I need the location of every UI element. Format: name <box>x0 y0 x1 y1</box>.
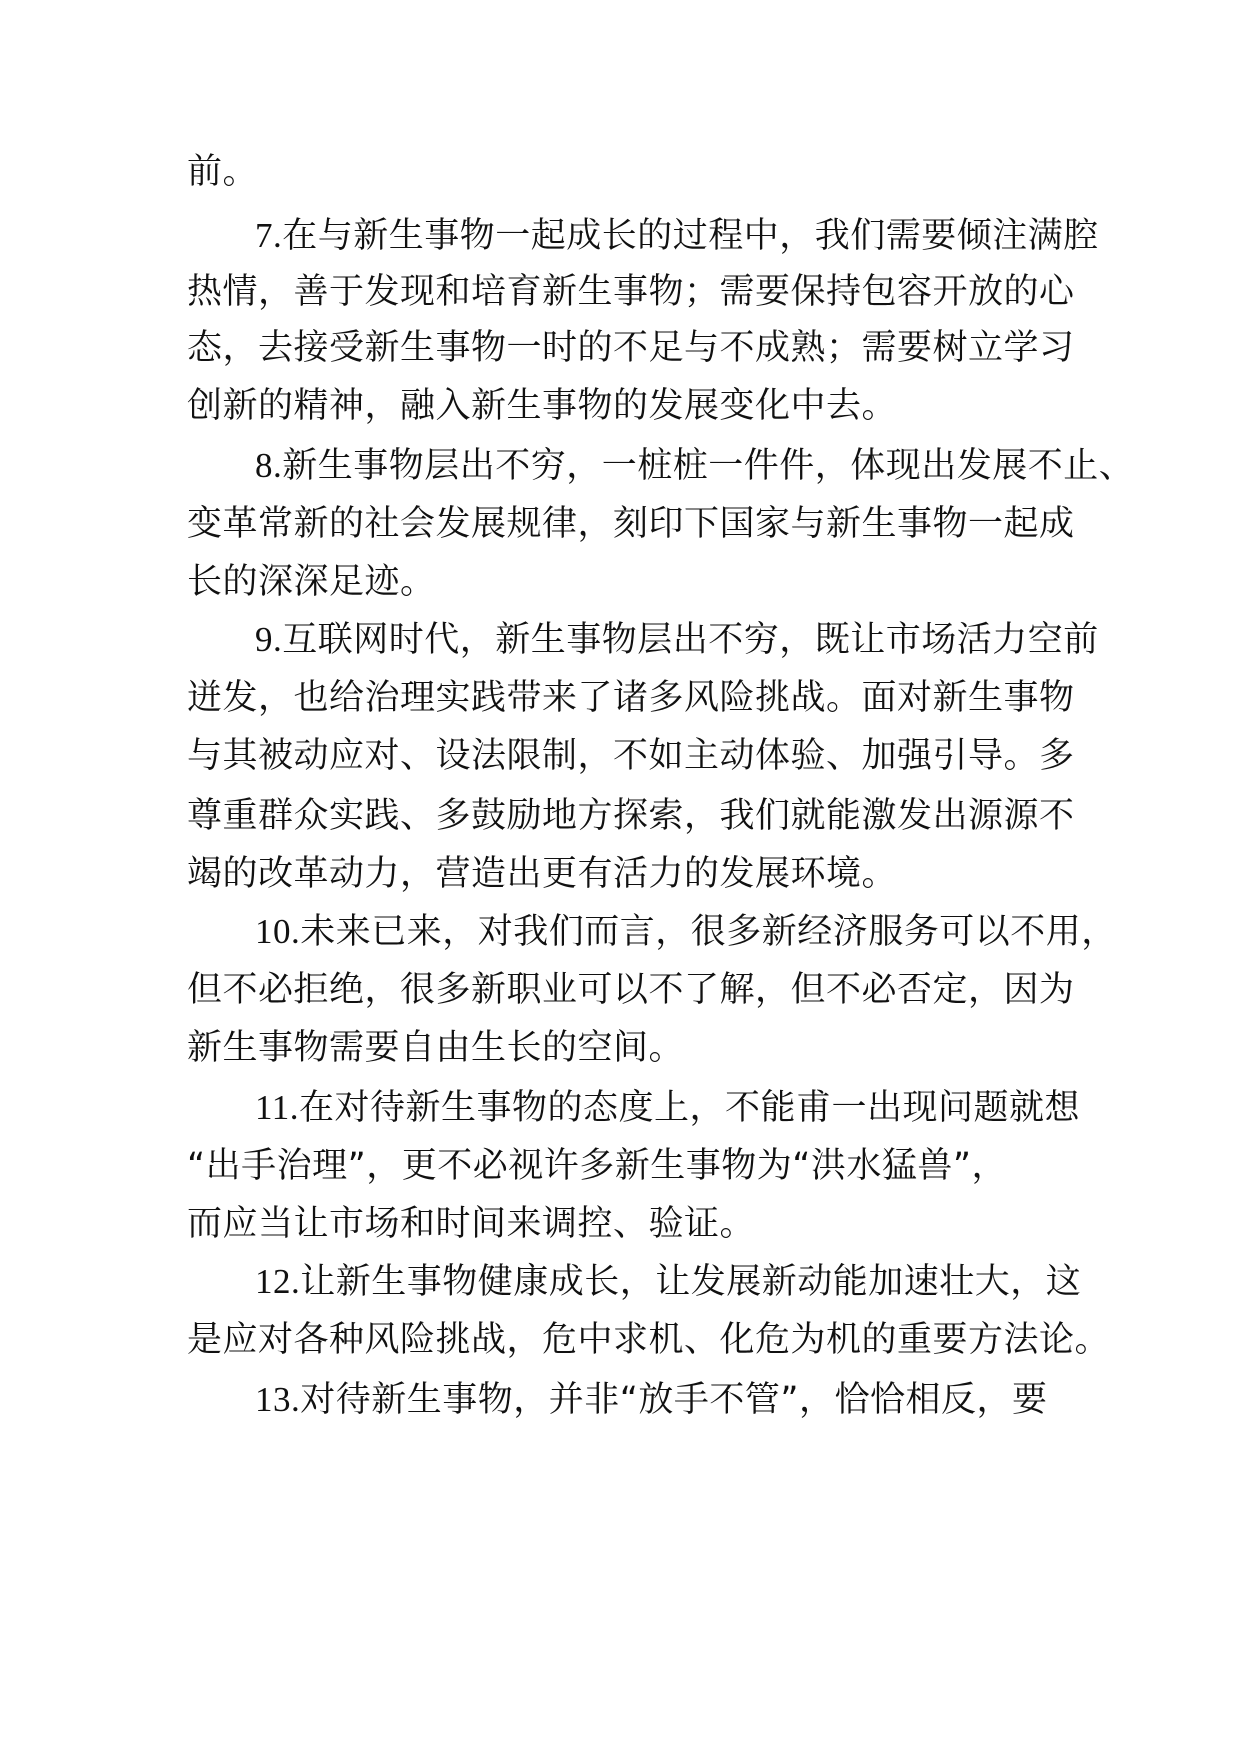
paragraph-9-line: 9.互联网时代，新生事物层出不穷，既让市场活力空前 <box>255 620 1099 660</box>
paragraph-12-line: 12.让新生事物健康成长，让发展新动能加速壮大，这 <box>255 1262 1082 1302</box>
text-line: 前。 <box>187 152 259 192</box>
text-line: 尊重群众实践、多鼓励地方探索，我们就能激发出源源不 <box>187 796 1075 836</box>
text-line: 长的深深足迹。 <box>187 562 436 602</box>
item-number: 10. <box>255 912 301 951</box>
item-number: 8. <box>255 446 283 485</box>
text-line: 与其被动应对、设法限制，不如主动体验、加强引导。多 <box>187 736 1075 776</box>
text-line: 是应对各种风险挑战，危中求机、化危为机的重要方法论。 <box>187 1320 1111 1360</box>
text-line: 创新的精神，融入新生事物的发展变化中去。 <box>187 386 898 426</box>
text-line: 但不必拒绝，很多新职业可以不了解，但不必否定，因为 <box>187 970 1075 1010</box>
text-line: 变革常新的社会发展规律，刻印下国家与新生事物一起成 <box>187 504 1075 544</box>
text-line: 而应当让市场和时间来调控、验证。 <box>187 1204 756 1244</box>
paragraph-11-line: 11.在对待新生事物的态度上，不能甫一出现问题就想 <box>255 1088 1080 1128</box>
paragraph-10-line: 10.未来已来，对我们而言，很多新经济服务可以不用， <box>255 912 1117 952</box>
paragraph-13-line: 13.对待新生事物，并非“放手不管”，恰恰相反，要 <box>255 1380 1048 1420</box>
item-number: 7. <box>255 216 283 255</box>
item-number: 9. <box>255 620 283 659</box>
text-line: 新生事物需要自由生长的空间。 <box>187 1028 685 1068</box>
item-number: 11. <box>255 1088 299 1127</box>
item-number: 13. <box>255 1380 301 1419</box>
paragraph-7-line: 7.在与新生事物一起成长的过程中，我们需要倾注满腔 <box>255 216 1099 256</box>
text-line: 热情，善于发现和培育新生事物；需要保持包容开放的心 <box>187 272 1075 312</box>
text-line: 竭的改革动力，营造出更有活力的发展环境。 <box>187 854 898 894</box>
item-number: 12. <box>255 1262 301 1301</box>
text-line: 迸发，也给治理实践带来了诸多风险挑战。面对新生事物 <box>187 678 1075 718</box>
text-line: 态，去接受新生事物一时的不足与不成熟；需要树立学习 <box>187 328 1075 368</box>
paragraph-8-line: 8.新生事物层出不穷，一桩桩一件件，体现出发展不止、 <box>255 446 1135 486</box>
text-line: “出手治理”，更不必视许多新生事物为“洪水猛兽”， <box>187 1146 1008 1186</box>
